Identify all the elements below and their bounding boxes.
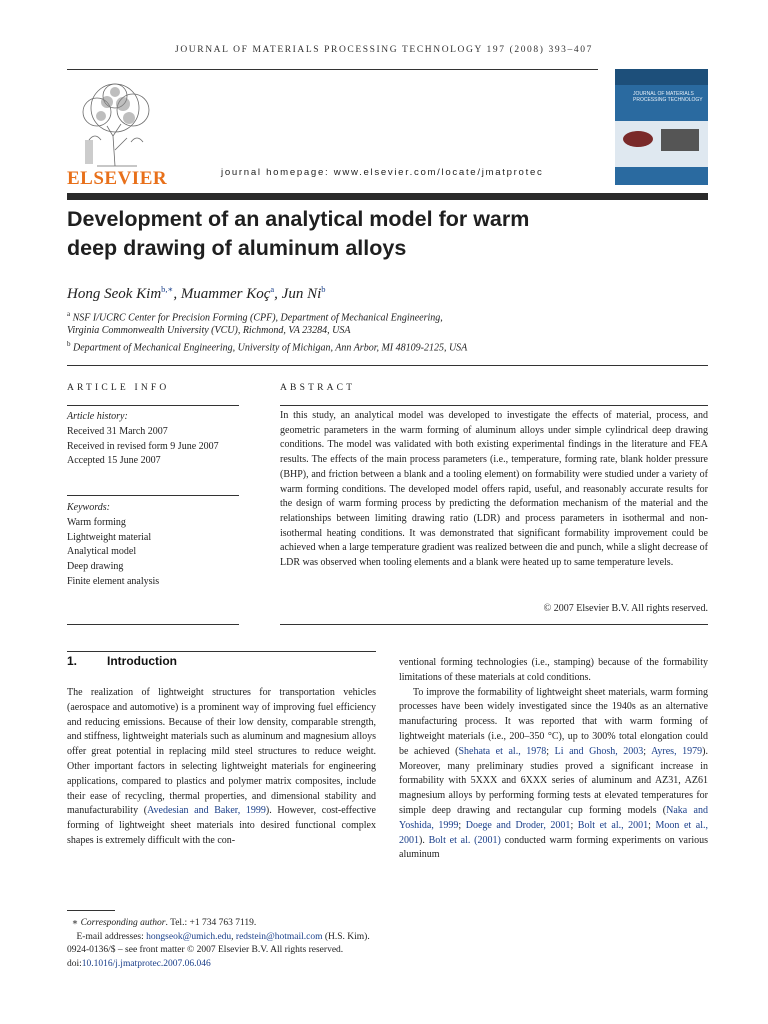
- elsevier-wordmark: ELSEVIER: [67, 168, 168, 189]
- email-tail: (H.S. Kim).: [322, 931, 370, 942]
- email-link[interactable]: hongseok@umich.edu: [146, 931, 232, 942]
- affiliation-text: Department of Mechanical Engineering, University of Michigan, Ann Arbor, MI 48109-2125, USA: [73, 342, 468, 354]
- footnote: [67, 917, 487, 971]
- title-line-2: deep drawing of aluminum alloys: [67, 236, 407, 260]
- footnote-emails: E-mail addresses: hongseok@umich.edu, redstein@hotmail.com (H.S. Kim).: [76, 931, 370, 942]
- affiliation-text: NSF I/UCRC Center for Precision Forming (CPF), Department of Mechanical Engineering,: [72, 312, 443, 324]
- intro-column-1: [67, 686, 376, 849]
- divider: [67, 365, 708, 366]
- citation-link[interactable]: Bolt et al., 2001: [577, 819, 649, 831]
- author-sep: ,: [173, 286, 181, 302]
- author-list: [67, 284, 326, 303]
- author-sup[interactable]: b: [321, 284, 326, 294]
- citation-link[interactable]: Ayres, 1979: [651, 745, 703, 757]
- article-info-bottom-rule: [67, 624, 239, 625]
- header-thick-rule: [67, 193, 708, 200]
- body-text: ). However, cost-effective forming of lightweight sheet materials into desired functional complex shapes is extremely difficult with the con-: [67, 805, 376, 846]
- intro-rule: [67, 651, 376, 652]
- journal-cover-thumbnail: [615, 69, 708, 185]
- affiliation-b: [67, 340, 467, 353]
- history-item: Received in revised form 9 June 2007: [67, 440, 219, 452]
- paragraph: To improve the formability of lightweight sheet materials, warm forming processes have been widely investigated since the 1940s as an alternative manufacturing process. It was reported that with warm forming of lightweight materials (i.e., 200–350 °C), up to 300% total elongation could be achieved (Shehata et al., 1978; Li and Ghosh, 2003; Ayres, 1979). Moreover, many preliminary studies proved a significant increase in formability with 5XXX and 6XXX series of aluminum and AZ31, AZ61 magnesium alloys by performing forming tests at elevated temperatures for simple deep drawing and rectangular cup forming models (Naka and Yoshida, 1999; Doege and Droder, 2001; Bolt et al., 2001; Moon et al., 2001). Bolt et al. (2001) conducted warm forming experiments on various aluminum: [399, 686, 708, 861]
- body-text: ). Moreover, many preliminary studies proved a significant increase in formability with 5XXX and 6XXX series of aluminum and AZ31, AZ61 magnesium alloys by performing forming tests at elevated temperatures for simple deep drawing and rectangular cup forming models (: [399, 745, 708, 816]
- keyword-item: Analytical model: [67, 546, 137, 558]
- citation-link[interactable]: Moon et al., 2001: [399, 819, 708, 846]
- keywords: [67, 501, 247, 590]
- footnote-rule: [67, 910, 115, 911]
- author-sep: ,: [274, 286, 282, 302]
- body-text: The realization of lightweight structures for transportation vehicles (aerospace and automotive) is a prominent way of improving fuel efficiency and reducing emissions. Because of their low density, comparable strength, and stiffness, lightweight materials such as aluminum and magnesium alloys offer great potential in replacing mild steel structures to reduce weight. Other important factors in selecting lightweight materials for engineering applications, compared to plastics and polymer matrix composites, include their ease of recycling, thermal properties, and dimensional stability and manufacturability (: [67, 687, 376, 817]
- keyword-item: Deep drawing: [67, 561, 124, 573]
- history-label: Article history:: [67, 411, 128, 422]
- author-name: Jun Ni: [281, 286, 322, 302]
- citation-link[interactable]: Shehata et al., 1978: [458, 745, 547, 757]
- section-number: 1.: [67, 654, 78, 668]
- affiliation-a-cont: [67, 325, 351, 336]
- doi-label: doi:: [67, 958, 82, 969]
- body-text: ventional forming technologies (i.e., stamping) because of the formability limitations of these materials at cold conditions.: [399, 657, 708, 683]
- affiliation-a: [67, 310, 443, 323]
- author-name: Muammer Koç: [180, 286, 271, 302]
- affiliation-sup: b: [67, 340, 71, 348]
- article-title: [67, 205, 627, 263]
- email-link[interactable]: redstein@hotmail.com: [235, 931, 323, 942]
- cover-title: JOURNAL OF MATERIALS PROCESSING TECHNOLOGY: [633, 91, 703, 103]
- header-rule: [67, 69, 598, 70]
- article-history: [67, 410, 247, 469]
- citation-link[interactable]: Naka and Yoshida, 1999: [399, 804, 708, 831]
- abstract-text: In this study, an analytical model was developed to investigate the effects of material, process, and geometric parameters in the warm forming of aluminum alloys under simple cylindrical deep drawing conditions. The model was validated with both existing experimental findings in the literature and FEA results. The effects of the main process parameters (i.e., temperature, forming rate, blank holder pressure (BHP), and friction between a blank and a tooling element) on formability were studied under a variety of warm forming conditions. The developed model offers rapid, useful, and reasonably accurate results for the design of warm forming process by predicting the deformation mechanism of the material and the relationships between limiting drawing ratio (LDR) and process parameters in isothermal and non-isothermal heating conditions. It was demonstrated that significant formability improvement could be achieved when a large temperature gradient was realized between die and punch, while a slight decrease of LDR was observed when tooling elements and a blank were heated up to same temperature levels.: [280, 410, 708, 569]
- body-text: To improve the formability of lightweight sheet materials, warm forming processes have been widely investigated since the 1940s as an alternative manufacturing process. It was reported that with warm forming of lightweight materials (i.e., 200–350 °C), up to 300% total elongation could be achieved (: [399, 686, 708, 757]
- journal-homepage[interactable]: journal homepage: www.elsevier.com/locate/jmatprotec: [221, 167, 544, 178]
- abstract-heading: ABSTRACT: [280, 383, 356, 393]
- footnote-corresponding: [67, 917, 487, 931]
- article-info-rule: [67, 405, 239, 406]
- doi-line: [67, 958, 487, 972]
- citation-link[interactable]: Li and Ghosh, 2003: [554, 745, 644, 757]
- keywords-label: Keywords:: [67, 502, 110, 513]
- section-title: Introduction: [107, 654, 177, 668]
- keywords-rule: [67, 495, 239, 496]
- elsevier-tree-logo: [67, 80, 163, 180]
- history-item: Accepted 15 June 2007: [67, 455, 161, 467]
- email-label: E-mail addresses:: [76, 931, 147, 942]
- affiliation-sup: a: [67, 310, 71, 318]
- abstract-copyright: © 2007 Elsevier B.V. All rights reserved.: [543, 603, 708, 614]
- keyword-item: Warm forming: [67, 516, 126, 528]
- citation-link[interactable]: Bolt et al. (2001): [428, 834, 501, 846]
- intro-column-2: [399, 656, 708, 863]
- author-sup[interactable]: a: [270, 284, 275, 294]
- affiliation-text: Virginia Commonwealth University (VCU), Richmond, VA 23284, USA: [67, 325, 351, 336]
- body-text: conducted warm forming experiments on various aluminum: [399, 834, 708, 861]
- history-item: Received 31 March 2007: [67, 425, 168, 437]
- title-line-1: Development of an analytical model for warm: [67, 207, 530, 231]
- corresponding-label: Corresponding author: [80, 918, 166, 928]
- keyword-item: Finite element analysis: [67, 575, 160, 587]
- doi-link[interactable]: 10.1016/j.jmatprotec.2007.06.046: [81, 958, 211, 969]
- author-name: Hong Seok Kim: [67, 286, 162, 302]
- journal-citation-line: JOURNAL OF MATERIALS PROCESSING TECHNOLOGY 197 (2008) 393–407: [175, 45, 593, 55]
- footnote-star: ∗: [71, 918, 79, 928]
- citation-link[interactable]: Avedesian and Baker, 1999: [147, 805, 266, 817]
- author-sup[interactable]: b,∗: [161, 284, 174, 294]
- abstract-bottom-rule: [280, 624, 708, 625]
- keyword-item: Lightweight material: [67, 531, 152, 543]
- telephone: . Tel.: +1 734 763 7119.: [165, 918, 257, 928]
- section-heading-introduction: [67, 654, 177, 668]
- citation-link[interactable]: Doege and Droder, 2001: [465, 819, 571, 831]
- abstract-rule: [280, 405, 708, 406]
- article-info-heading: ARTICLE INFO: [67, 383, 170, 393]
- issn-line: 0924-0136/$ – see front matter © 2007 Elsevier B.V. All rights reserved.: [67, 945, 344, 955]
